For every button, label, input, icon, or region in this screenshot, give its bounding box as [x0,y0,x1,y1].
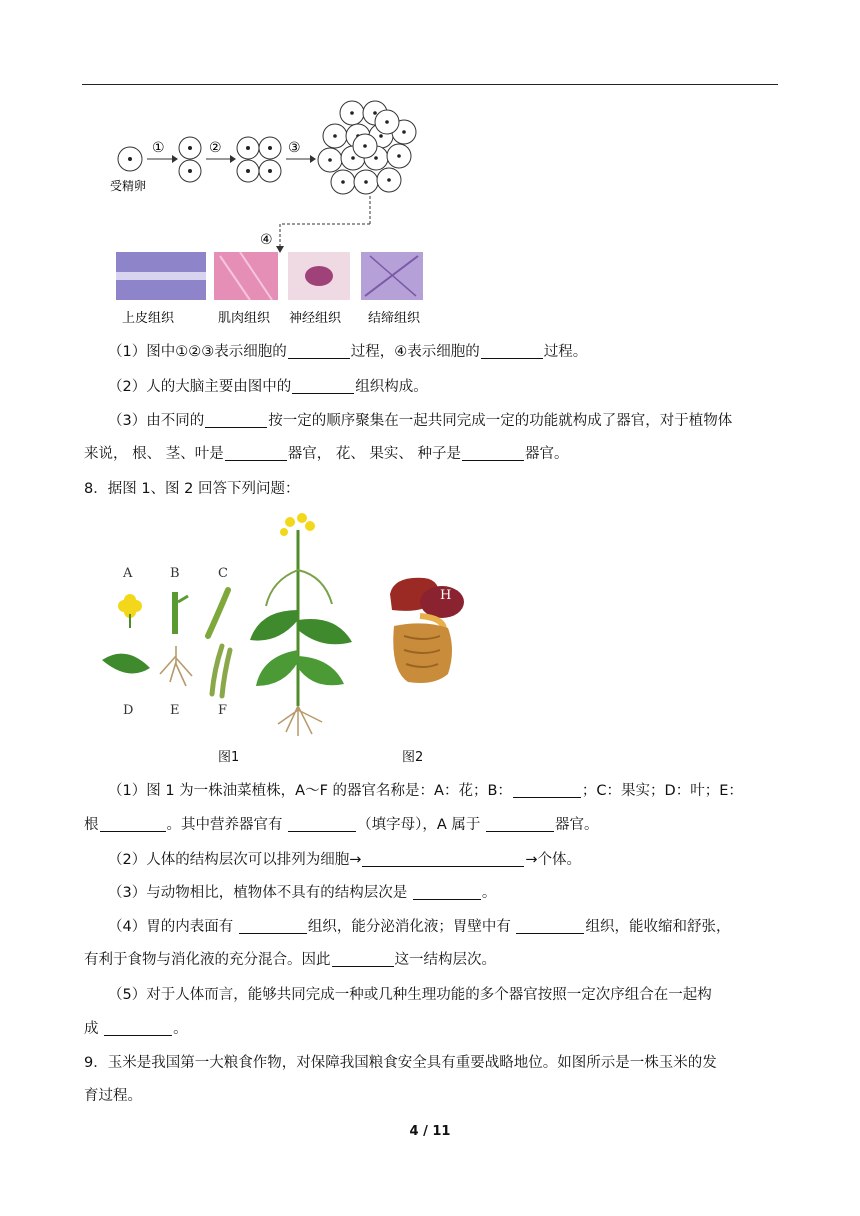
q8-part5-cont: 成 。 [84,1021,188,1037]
answer-blank[interactable] [513,781,581,798]
figure-1-caption: 图1 [218,750,240,765]
tissue-label-nerve: 神经组织 [289,311,342,326]
tissue-label-connective: 结缔组织 [368,311,421,326]
fruit-c-icon [208,590,228,636]
q8-part4-cont: 有利于食物与消化液的充分混合。因此 这一结构层次。 [84,952,496,968]
answer-blank[interactable] [100,815,166,832]
q8-title: 8．据图 1、图 2 回答下列问题： [84,481,300,497]
label-e: E [170,703,180,718]
fruit-f-icon [212,646,230,696]
page-number: 4 / 11 [409,1124,451,1139]
q8-part5: （5）对于人体而言，能够共同完成一种或几种生理功能的多个器官按照一定次序组合在一起构 [108,987,712,1003]
answer-blank[interactable] [516,917,584,934]
q7-part1: （1）图中①②③表示细胞的 过程，④表示细胞的 过程。 [108,344,588,360]
q9-line1: 9．玉米是我国第一大粮食作物，对保障我国粮食安全具有重要战略地位。如图所示是一株玉米的发 [84,1055,717,1071]
rapeseed-plant-icon [250,513,352,736]
figure-2-caption: 图2 [402,750,424,765]
answer-blank[interactable] [362,850,524,867]
leaf-d-icon [102,654,150,674]
q8-part1: （1）图 1 为一株油菜植株，A～F 的器官名称是：A：花；B： ；C：果实；D：叶；E： [108,783,743,799]
figure-1-plant [100,510,380,770]
label-b: B [170,566,180,581]
q8-part1-cont: 根 。其中营养器官有 （填字母），A 属于 器官。 [84,817,599,833]
answer-blank[interactable] [205,411,267,428]
q7-part3-cont: 来说， 根、 茎、叶是 器官， 花、 果实、 种子是 器官。 [84,446,569,462]
label-c: C [218,566,228,581]
answer-blank[interactable] [292,377,354,394]
step-3-label: ③ [288,140,301,156]
label-f: F [218,703,228,718]
tissue-label-epithelial: 上皮组织 [122,311,175,326]
answer-blank[interactable] [239,917,307,934]
answer-blank[interactable] [481,342,543,359]
figure-2-digestive [384,570,474,770]
fertilized-egg-label: 受精卵 [110,179,147,193]
stem-b-icon [172,592,188,634]
q8-part2: （2）人体的结构层次可以排列为细胞→ →个体。 [108,852,582,868]
tissue-label-muscle: 肌肉组织 [218,311,271,326]
label-h: H [440,588,452,603]
q8-part4: （4）胃的内表面有 组织，能分泌消化液；胃壁中有 组织，能收缩和舒张， [108,919,731,935]
q7-part3: （3）由不同的 按一定的顺序聚集在一起共同完成一定的功能就构成了器官，对于植物体 [108,413,733,429]
root-e-icon [160,646,192,686]
header-rule [82,84,778,85]
answer-blank[interactable] [413,883,481,900]
answer-blank[interactable] [104,1019,172,1036]
answer-blank[interactable] [332,950,394,967]
q9-line2: 育过程。 [84,1088,142,1104]
answer-blank[interactable] [225,444,287,461]
answer-blank[interactable] [462,444,524,461]
flower-a-icon [118,594,142,628]
answer-blank[interactable] [486,815,554,832]
q8-part3: （3）与动物相比，植物体不具有的结构层次是 。 [108,885,497,901]
step-1-label: ① [152,140,165,156]
answer-blank[interactable] [288,815,356,832]
step-4-label: ④ [260,232,273,248]
digestive-system-icon [390,578,464,683]
cell-division-figure [100,96,440,336]
q7-part2: （2）人的大脑主要由图中的 组织构成。 [108,379,428,395]
label-a: A [123,566,133,581]
step-2-label: ② [209,140,222,156]
answer-blank[interactable] [288,342,350,359]
label-d: D [123,703,134,718]
